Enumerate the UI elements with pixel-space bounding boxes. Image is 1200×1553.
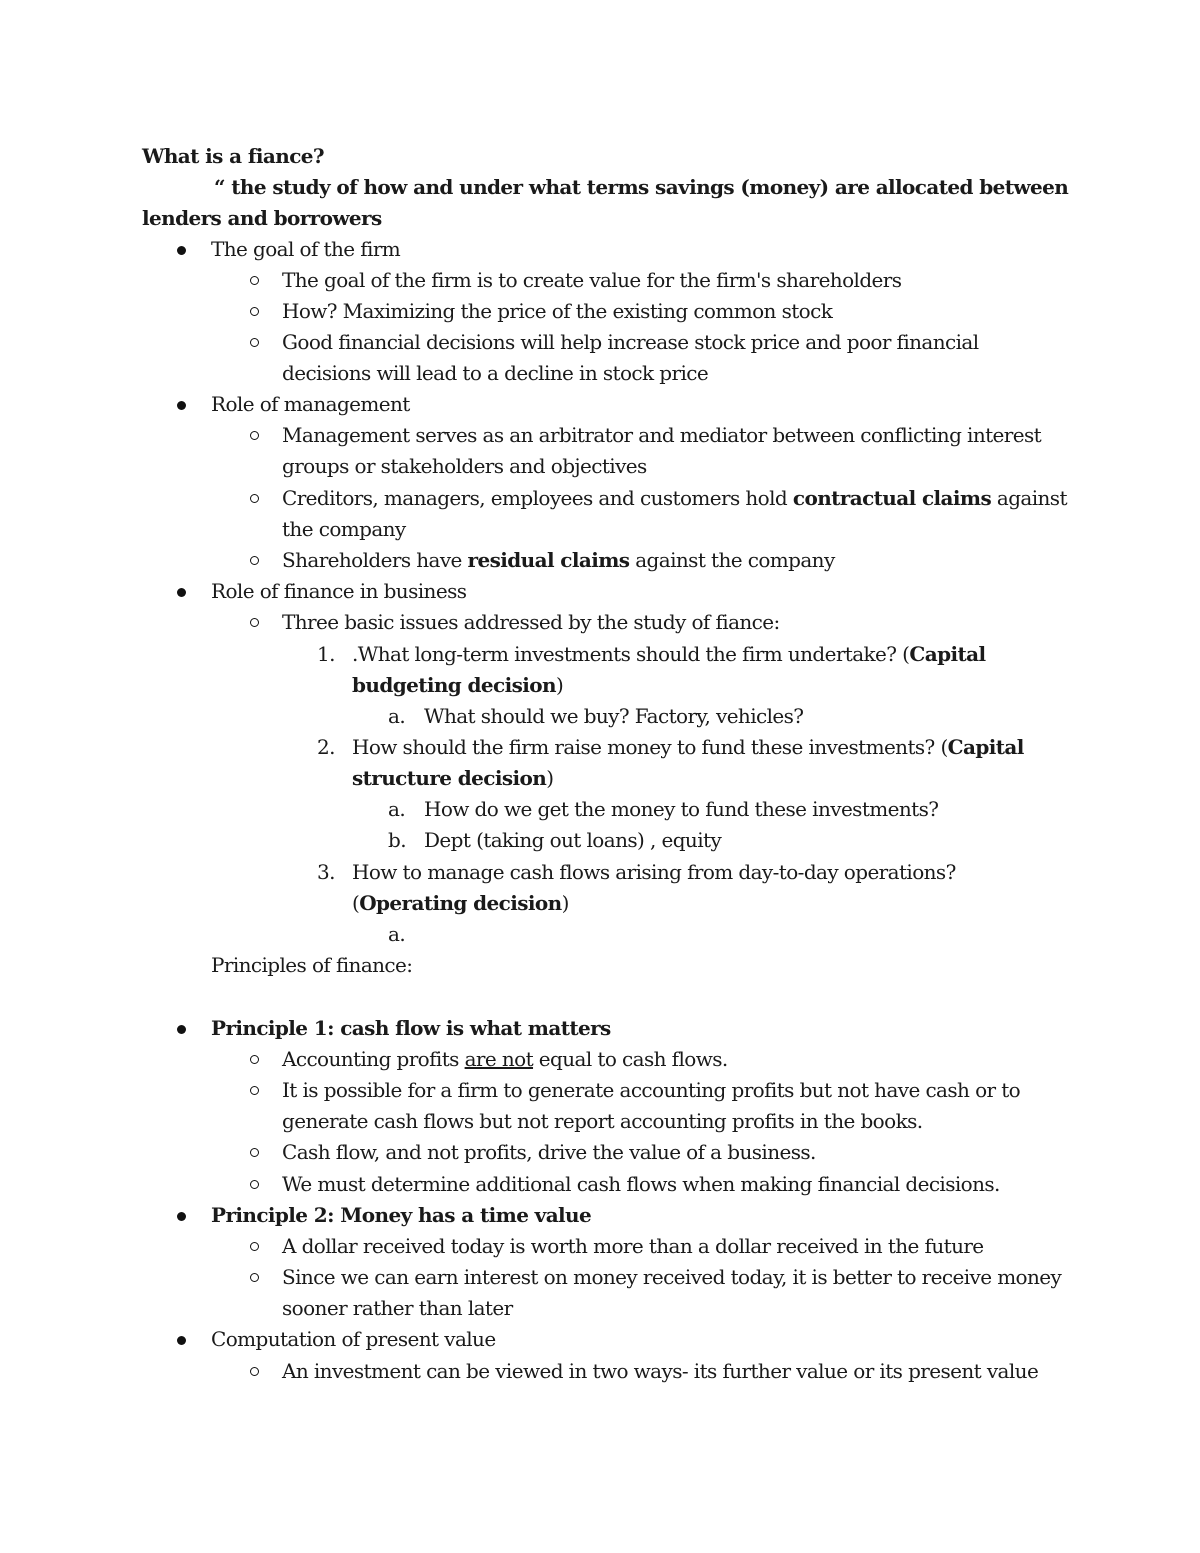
principle-1-item-1: Accounting profits are not equal to cash flows. [282, 1047, 728, 1071]
goal-heading: The goal of the firm [211, 237, 401, 261]
circle-bullet-icon [250, 307, 259, 316]
management-item-2: Creditors, managers, employees and customers hold contractual claims against [282, 486, 1067, 510]
principles-heading: Principles of finance: [211, 953, 413, 977]
principle-1-item-2-cont: generate cash flows but not report accounting profits in the books. [282, 1109, 923, 1133]
list-letter: a. [388, 922, 406, 946]
management-heading: Role of management [211, 392, 410, 416]
circle-bullet-icon [250, 1148, 259, 1157]
circle-bullet-icon [250, 1055, 259, 1064]
circle-bullet-icon [250, 338, 259, 347]
bullet-icon [177, 1336, 186, 1345]
page-title: What is a fiance? [142, 144, 325, 168]
list-number: 2. [317, 735, 335, 759]
management-item-1-cont: groups or stakeholders and objectives [282, 454, 647, 478]
present-value-item-1: An investment can be viewed in two ways- its further value or its present value [282, 1359, 1039, 1383]
list-letter: b. [388, 828, 406, 852]
bullet-icon [177, 1212, 186, 1221]
circle-bullet-icon [250, 1086, 259, 1095]
question-2: How should the firm raise money to fund these investments? (Capital [352, 735, 1024, 759]
circle-bullet-icon [250, 494, 259, 503]
list-number: 1. [317, 642, 335, 666]
circle-bullet-icon [250, 556, 259, 565]
circle-bullet-icon [250, 276, 259, 285]
management-item-1: Management serves as an arbitrator and mediator between conflicting interest [282, 423, 1042, 447]
list-letter: a. [388, 797, 406, 821]
bullet-icon [177, 588, 186, 597]
principle-2-item-2-cont: sooner rather than later [282, 1296, 513, 1320]
bullet-icon [177, 1025, 186, 1034]
circle-bullet-icon [250, 1273, 259, 1282]
principle-2-item-1: A dollar received today is worth more than a dollar received in the future [282, 1234, 984, 1258]
goal-item-2: How? Maximizing the price of the existing common stock [282, 299, 833, 323]
goal-item-3-cont: decisions will lead to a decline in stock price [282, 361, 709, 385]
finance-role-sub: Three basic issues addressed by the study of fiance: [282, 610, 780, 634]
principle-1-item-4: We must determine additional cash flows when making financial decisions. [282, 1172, 1000, 1196]
question-2-a: How do we get the money to fund these investments? [424, 797, 939, 821]
circle-bullet-icon [250, 1367, 259, 1376]
bullet-icon [177, 246, 186, 255]
bullet-icon [177, 401, 186, 410]
goal-item-3: Good financial decisions will help increase stock price and poor financial [282, 330, 979, 354]
question-2-cont: structure decision) [352, 766, 554, 790]
definition-line-2: lenders and borrowers [142, 206, 382, 230]
question-2-b: Dept (taking out loans) , equity [424, 828, 722, 852]
circle-bullet-icon [250, 618, 259, 627]
management-item-3: Shareholders have residual claims against the company [282, 548, 835, 572]
finance-role-heading: Role of finance in business [211, 579, 467, 603]
principle-1-item-2: It is possible for a firm to generate accounting profits but not have cash or to [282, 1078, 1021, 1102]
principle-1-heading: Principle 1: cash flow is what matters [211, 1016, 611, 1040]
goal-item-1: The goal of the firm is to create value for the firm's shareholders [282, 268, 902, 292]
present-value-heading: Computation of present value [211, 1327, 496, 1351]
question-3: How to manage cash flows arising from day-to-day operations? [352, 860, 956, 884]
list-number: 3. [317, 860, 335, 884]
management-item-2-cont: the company [282, 517, 406, 541]
circle-bullet-icon [250, 1180, 259, 1189]
circle-bullet-icon [250, 431, 259, 440]
principle-1-item-3: Cash flow, and not profits, drive the value of a business. [282, 1140, 816, 1164]
list-letter: a. [388, 704, 406, 728]
question-1: .What long-term investments should the firm undertake? (Capital [352, 642, 986, 666]
principle-2-heading: Principle 2: Money has a time value [211, 1203, 592, 1227]
question-1-cont: budgeting decision) [352, 673, 564, 697]
principle-2-item-2: Since we can earn interest on money received today, it is better to receive money [282, 1265, 1062, 1289]
definition-line-1: “ the study of how and under what terms savings (money) are allocated between [214, 175, 1069, 199]
question-3-cont: (Operating decision) [352, 891, 569, 915]
question-1-a: What should we buy? Factory, vehicles? [424, 704, 804, 728]
circle-bullet-icon [250, 1242, 259, 1251]
